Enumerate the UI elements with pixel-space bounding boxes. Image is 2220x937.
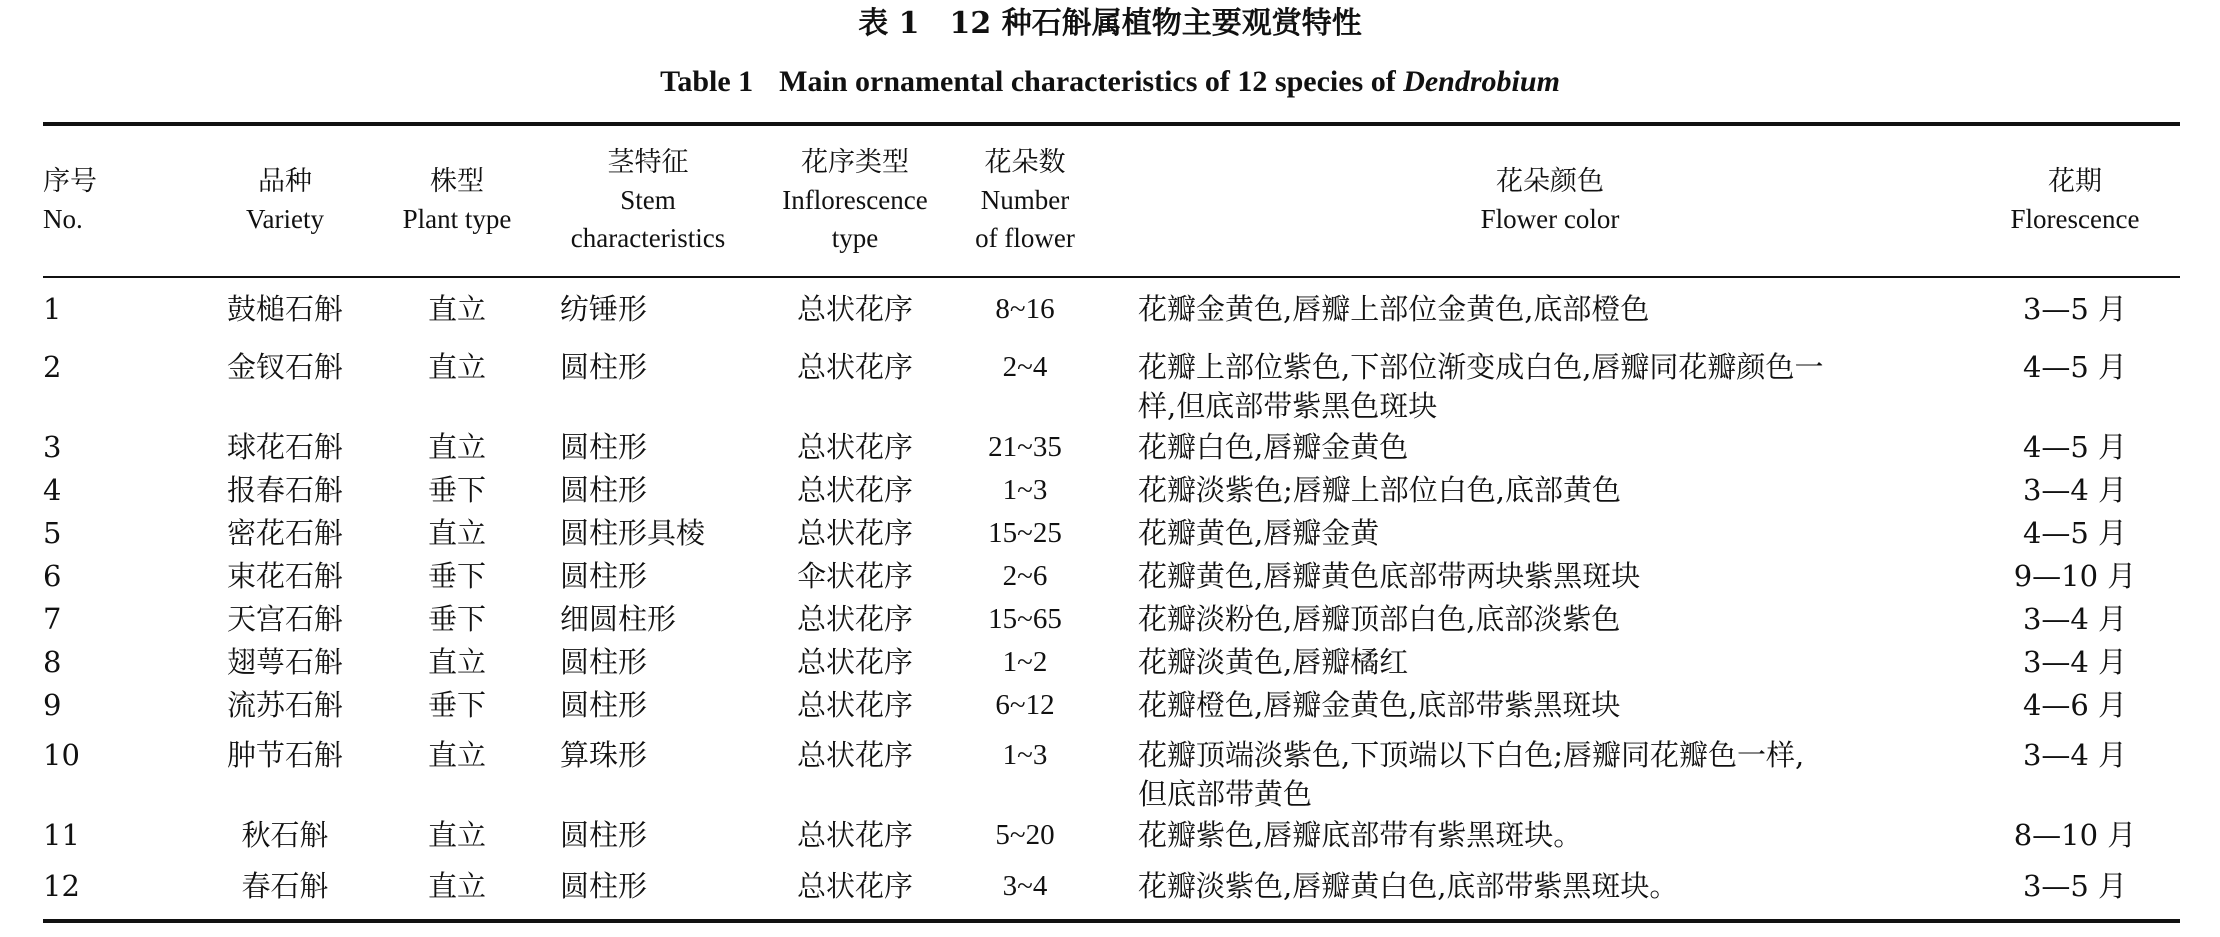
cell-no: 5 [43, 516, 62, 550]
cell-florescence: 4—5 月 [2022, 430, 2128, 464]
cell-stem: 圆柱形 [560, 645, 648, 679]
cell-florescence: 3—4 月 [2022, 473, 2128, 507]
cell-stem: 圆柱形 [560, 350, 648, 384]
cell-plant-type: 直立 [427, 738, 486, 772]
cell-florescence: 4—6 月 [2022, 688, 2128, 722]
cell-inflorescence: 总状花序 [796, 688, 913, 722]
cell-number: 2~4 [1002, 351, 1048, 383]
cell-plant-type: 直立 [427, 430, 486, 464]
cell-florescence: 9—10 月 [2013, 559, 2137, 593]
cell-variety: 球花石斛 [226, 430, 343, 464]
cell-plant-type: 直立 [427, 292, 486, 326]
cell-no: 2 [43, 350, 62, 384]
header-stem: 茎特征 Stem characteristics [570, 147, 726, 253]
cell-variety: 束花石斛 [226, 559, 343, 593]
cell-variety: 天宫石斛 [226, 602, 343, 636]
header-rule [43, 276, 2180, 278]
cell-no: 10 [43, 738, 80, 772]
cell-florescence: 3—4 月 [2022, 738, 2128, 772]
header-florescence: 花期 Florescence [2010, 166, 2140, 234]
cell-flower-color: 花瓣黄色,唇瓣黄色底部带两块紫黑斑块 [1138, 559, 1641, 593]
cell-inflorescence: 总状花序 [796, 738, 913, 772]
cell-plant-type: 垂下 [427, 688, 486, 722]
cell-flower-color: 花瓣橙色,唇瓣金黄色,底部带紫黑斑块 [1138, 688, 1621, 722]
header-variety: 品种 Variety [246, 166, 324, 234]
cell-florescence: 3—5 月 [2022, 869, 2128, 903]
cell-inflorescence: 总状花序 [796, 292, 913, 326]
cell-number: 8~16 [995, 293, 1055, 325]
cell-variety: 翅萼石斛 [226, 645, 343, 679]
cell-inflorescence: 总状花序 [796, 818, 913, 852]
cell-stem: 圆柱形 [560, 430, 648, 464]
cell-inflorescence: 总状花序 [796, 869, 913, 903]
cell-florescence: 3—4 月 [2022, 645, 2128, 679]
cell-number: 5~20 [995, 819, 1055, 851]
cell-number: 15~25 [988, 517, 1062, 549]
cell-number: 1~3 [1002, 739, 1048, 771]
cell-florescence: 4—5 月 [2022, 516, 2128, 550]
cell-plant-type: 直立 [427, 645, 486, 679]
cell-plant-type: 直立 [427, 516, 486, 550]
genus-name: Dendrobium [1403, 65, 1560, 98]
cell-no: 3 [43, 430, 62, 464]
cell-number: 1~3 [1002, 474, 1048, 506]
cell-inflorescence: 总状花序 [796, 602, 913, 636]
cell-number: 3~4 [1002, 870, 1048, 902]
header-inflorescence: 花序类型 Inflorescence type [782, 147, 928, 253]
table-caption: Main ornamental characteristics of 12 species of [779, 65, 1396, 98]
cell-variety: 春石斛 [241, 869, 329, 903]
cell-stem: 圆柱形 [560, 688, 648, 722]
cell-florescence: 4—5 月 [2022, 350, 2128, 384]
cell-flower-color: 花瓣金黄色,唇瓣上部位金黄色,底部橙色 [1138, 292, 1650, 326]
header-flower-color: 花朵颜色 Flower color [1480, 166, 1620, 234]
cell-plant-type: 直立 [427, 869, 486, 903]
cell-stem: 圆柱形具棱 [560, 516, 706, 550]
cell-flower-color: 花瓣淡黄色,唇瓣橘红 [1138, 645, 1409, 679]
cell-variety: 报春石斛 [226, 473, 343, 507]
cell-inflorescence: 总状花序 [796, 350, 913, 384]
cell-flower-color: 花瓣上部位紫色,下部位渐变成白色,唇瓣同花瓣颜色一 样,但底部带紫黑色斑块 [1138, 350, 1824, 423]
cell-plant-type: 垂下 [427, 559, 486, 593]
cell-variety: 密花石斛 [226, 516, 343, 550]
cell-no: 9 [43, 688, 62, 722]
cell-number: 6~12 [995, 689, 1055, 721]
cell-no: 4 [43, 473, 62, 507]
cell-plant-type: 垂下 [427, 473, 486, 507]
cell-inflorescence: 伞状花序 [796, 559, 913, 593]
cell-no: 12 [43, 869, 80, 903]
cell-number: 15~65 [988, 603, 1062, 635]
cell-flower-color: 花瓣淡紫色;唇瓣上部位白色,底部黄色 [1138, 473, 1621, 507]
cell-florescence: 8—10 月 [2013, 818, 2137, 852]
cell-plant-type: 垂下 [427, 602, 486, 636]
cell-number: 2~6 [1002, 560, 1048, 592]
cell-variety: 流苏石斛 [226, 688, 343, 722]
cell-stem: 圆柱形 [560, 559, 648, 593]
table-label: Table 1 [660, 65, 754, 98]
cell-flower-color: 花瓣紫色,唇瓣底部带有紫黑斑块。 [1138, 818, 1583, 852]
cell-flower-color: 花瓣顶端淡紫色,下顶端以下白色;唇瓣同花瓣色一样, 但底部带黄色 [1138, 738, 1805, 811]
cell-no: 6 [43, 559, 62, 593]
cell-stem: 圆柱形 [560, 473, 648, 507]
cell-variety: 秋石斛 [241, 818, 329, 852]
cell-no: 7 [43, 602, 62, 636]
cell-variety: 肿节石斛 [226, 738, 343, 772]
cell-variety: 金钗石斛 [226, 350, 343, 384]
cell-florescence: 3—4 月 [2022, 602, 2128, 636]
cell-flower-color: 花瓣淡粉色,唇瓣顶部白色,底部淡紫色 [1138, 602, 1621, 636]
cell-stem: 圆柱形 [560, 818, 648, 852]
cell-flower-color: 花瓣黄色,唇瓣金黄 [1138, 516, 1380, 550]
cell-no: 8 [43, 645, 62, 679]
cell-stem: 纺锤形 [560, 292, 648, 326]
cell-inflorescence: 总状花序 [796, 645, 913, 679]
header-plant-type: 株型 Plant type [402, 166, 512, 234]
cell-stem: 算珠形 [560, 738, 648, 772]
cell-inflorescence: 总状花序 [796, 516, 913, 550]
header-number: 花朵数 Number of flower [975, 147, 1075, 253]
cell-stem: 细圆柱形 [560, 602, 677, 636]
cell-variety: 鼓槌石斛 [226, 292, 343, 326]
cell-number: 1~2 [1002, 646, 1048, 678]
bottom-rule [43, 919, 2180, 923]
cell-inflorescence: 总状花序 [796, 473, 913, 507]
cell-number: 21~35 [988, 431, 1062, 463]
cell-flower-color: 花瓣淡紫色,唇瓣黄白色,底部带紫黑斑块。 [1138, 869, 1679, 903]
cell-flower-color: 花瓣白色,唇瓣金黄色 [1138, 430, 1409, 464]
cell-no: 1 [43, 292, 62, 326]
cell-florescence: 3—5 月 [2022, 292, 2128, 326]
cell-inflorescence: 总状花序 [796, 430, 913, 464]
table-title-en [0, 62, 2220, 102]
cell-plant-type: 直立 [427, 818, 486, 852]
cell-plant-type: 直立 [427, 350, 486, 384]
table-title-cn: 表 1 12 种石斛属植物主要观赏特性 [858, 6, 1362, 41]
cell-no: 11 [43, 818, 80, 852]
header-no: 序号 No. [43, 166, 97, 234]
top-rule [43, 122, 2180, 126]
cell-stem: 圆柱形 [560, 869, 648, 903]
